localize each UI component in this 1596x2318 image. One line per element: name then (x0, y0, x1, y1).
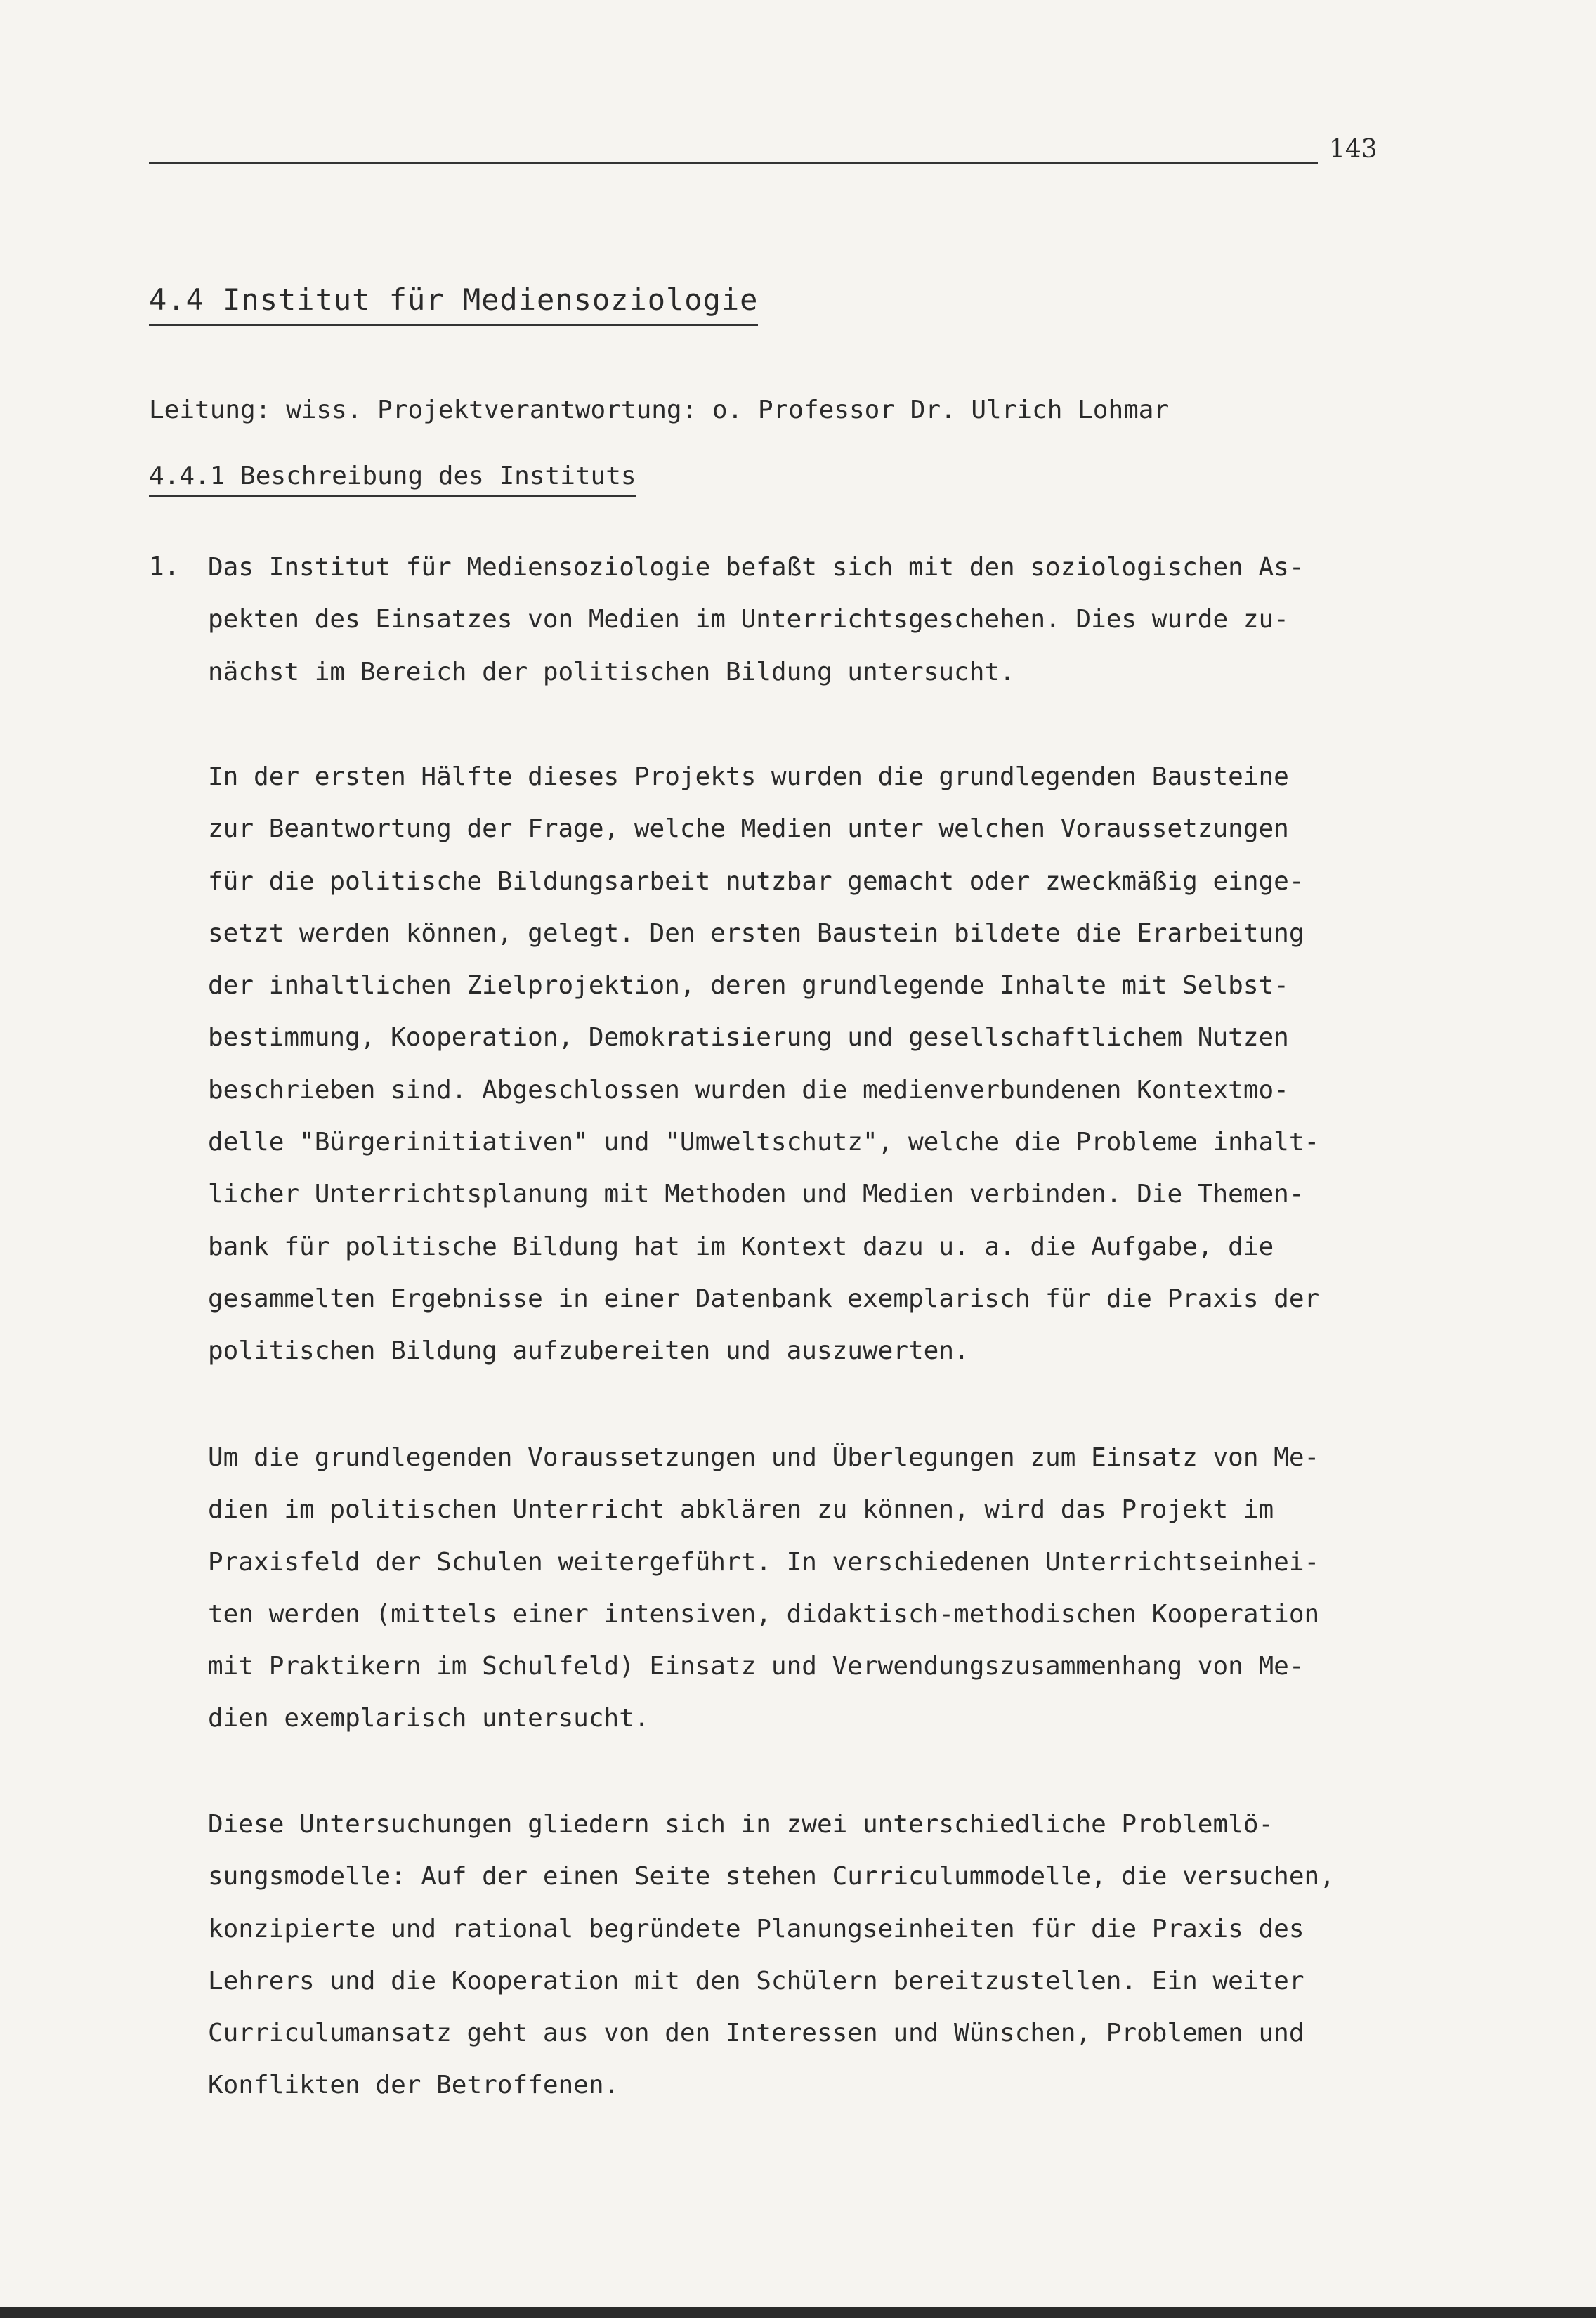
text-line: dien exemplarisch untersucht. (208, 1704, 650, 1733)
text-line: setzt werden können, gelegt. Den ersten Baustein bildete die Erarbeitung (208, 918, 1304, 948)
text-line: Konflikten der Betroffenen. (208, 2071, 620, 2100)
text-line: dien im politischen Unterricht abklären zu können, wird das Projekt im (208, 1495, 1274, 1525)
header-rule (149, 162, 1318, 164)
paragraph (208, 542, 1304, 698)
text-line: Praxisfeld der Schulen weitergeführt. In verschiedenen Unterrichtseinhei- (208, 1547, 1320, 1577)
text-line: In der ersten Hälfte dieses Projekts wurden die grundlegenden Bausteine (208, 762, 1289, 791)
text-line: pekten des Einsatzes von Medien im Unterrichtsgeschehen. Dies wurde zu- (208, 605, 1289, 634)
text-line: Curriculumansatz geht aus von den Interessen und Wünschen, Problemen und (208, 2019, 1304, 2048)
text-line: politischen Bildung aufzubereiten und auszuwerten. (208, 1336, 969, 1366)
text-line: der inhaltlichen Zielprojektion, deren grundlegende Inhalte mit Selbst- (208, 971, 1289, 1001)
text-line: bank für politische Bildung hat im Kontext dazu u. a. die Aufgabe, die (208, 1232, 1274, 1261)
text-line: beschrieben sind. Abgeschlossen wurden die medienverbundenen Kontextmo- (208, 1075, 1289, 1105)
paragraph (208, 751, 1319, 1378)
text-line: zur Beantwortung der Frage, welche Medien unter welchen Voraussetzungen (208, 814, 1289, 844)
paragraph (208, 1799, 1335, 2112)
list-number: 1. (149, 552, 180, 581)
text-line: nächst im Bereich der politischen Bildung untersucht. (208, 657, 1015, 686)
text-line: gesammelten Ergebnisse in einer Datenbank exemplarisch für die Praxis der (208, 1284, 1320, 1313)
subsection-title: 4.4.1 Beschreibung des Instituts (149, 462, 636, 497)
text-line: Lehrers und die Kooperation mit den Schülern bereitzustellen. Ein weiter (208, 1966, 1304, 1995)
text-line: bestimmung, Kooperation, Demokratisierung und gesellschaftlichem Nutzen (208, 1023, 1289, 1053)
text-line: delle "Bürgerinitiativen" und "Umweltschutz", welche die Probleme inhalt- (208, 1128, 1320, 1157)
text-line: konzipierte und rational begründete Planungseinheiten für die Praxis des (208, 1914, 1304, 1943)
page-number: 143 (1329, 135, 1378, 164)
text-line: ten werden (mittels einer intensiven, didaktisch-methodischen Kooperation (208, 1599, 1320, 1629)
text-line: licher Unterrichtsplanung mit Methoden und Medien verbinden. Die Themen- (208, 1180, 1304, 1209)
text-line: mit Praktikern im Schulfeld) Einsatz und Verwendungszusammenhang von Me- (208, 1652, 1304, 1681)
leitung-line: Leitung: wiss. Projektverantwortung: o. Professor Dr. Ulrich Lohmar (149, 396, 1170, 424)
paragraph (208, 1432, 1319, 1745)
text-line: Diese Untersuchungen gliedern sich in zwei unterschiedliche Problemlö- (208, 1810, 1274, 1839)
text-line: Das Institut für Mediensoziologie befaßt sich mit den soziologischen As- (208, 553, 1304, 582)
text-line: für die politische Bildungsarbeit nutzbar gemacht oder zweckmäßig einge- (208, 866, 1304, 896)
text-line: sungsmodelle: Auf der einen Seite stehen Curriculummodelle, die versuchen, (208, 1862, 1335, 1891)
scan-bottom-edge (0, 2307, 1596, 2318)
text-line: Um die grundlegenden Voraussetzungen und Überlegungen zum Einsatz von Me- (208, 1443, 1320, 1472)
section-title: 4.4 Institut für Mediensoziologie (149, 282, 758, 326)
